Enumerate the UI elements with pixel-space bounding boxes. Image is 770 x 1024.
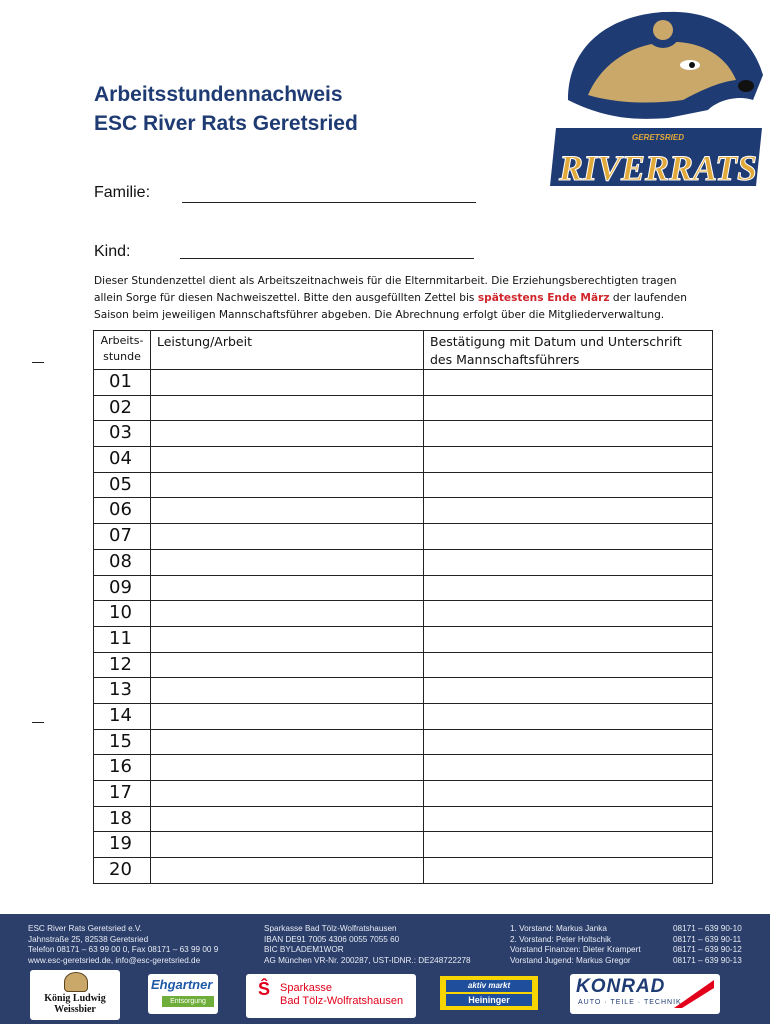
footer-club-info: ESC River Rats Geretsried e.V. Jahnstraße 25, 82538 Geretsried Telefon 08171 – 63 99 00 0, Fax 08171 – 63 99 00 9 www.esc-geretsried.de, info@esc-geretsried.de xyxy=(28,924,219,965)
table-row xyxy=(94,729,713,755)
work-cell[interactable] xyxy=(151,447,424,473)
table-row xyxy=(94,498,713,524)
table-row xyxy=(94,678,713,704)
work-cell[interactable] xyxy=(151,858,424,884)
intro-text-1: Dieser Stundenzettel dient als Arbeitszeitnachweis für die Elternmitarbeit. Die Erziehungsberechtigten tragen allein Sorge für diesen Nachweiszettel. Bitte den ausgefüllten Zettel bis xyxy=(94,275,677,304)
confirmation-cell[interactable] xyxy=(424,370,713,396)
ehgartner-logo: Ehgartner Entsorgung xyxy=(148,974,218,1014)
confirmation-cell[interactable] xyxy=(424,678,713,704)
work-cell[interactable] xyxy=(151,472,424,498)
row-number: 04 xyxy=(94,447,151,473)
table-header-row xyxy=(94,331,713,370)
table-row xyxy=(94,370,713,396)
work-cell[interactable] xyxy=(151,626,424,652)
fold-mark-bottom xyxy=(32,722,44,723)
col-header-hour: Arbeits- stunde xyxy=(94,331,151,370)
sponsor-strip xyxy=(0,966,770,1024)
confirmation-cell[interactable] xyxy=(424,549,713,575)
kind-label: Kind: xyxy=(94,243,131,260)
confirmation-cell[interactable] xyxy=(424,755,713,781)
work-cell[interactable] xyxy=(151,652,424,678)
row-number: 02 xyxy=(94,395,151,421)
table-row xyxy=(94,626,713,652)
confirmation-cell[interactable] xyxy=(424,575,713,601)
confirmation-cell[interactable] xyxy=(424,652,713,678)
table-row xyxy=(94,395,713,421)
confirmation-cell[interactable] xyxy=(424,395,713,421)
row-number: 16 xyxy=(94,755,151,781)
footer-bank-info: Sparkasse Bad Tölz-Wolfratshausen IBAN DE91 7005 4306 0055 7055 60 BIC BYLADEM1WOR AG München VR-Nr. 200287, UST-IDNR.: DE248722278 xyxy=(264,924,471,965)
work-cell[interactable] xyxy=(151,601,424,627)
work-cell[interactable] xyxy=(151,549,424,575)
logo-big-text: RIVERRATS xyxy=(558,148,758,188)
crest-icon xyxy=(64,972,88,992)
row-number: 06 xyxy=(94,498,151,524)
work-cell[interactable] xyxy=(151,729,424,755)
row-number: 03 xyxy=(94,421,151,447)
confirmation-cell[interactable] xyxy=(424,703,713,729)
row-number: 09 xyxy=(94,575,151,601)
row-number: 20 xyxy=(94,858,151,884)
row-number: 14 xyxy=(94,703,151,729)
confirmation-cell[interactable] xyxy=(424,524,713,550)
work-cell[interactable] xyxy=(151,678,424,704)
logo-small-text: GERETSRIED xyxy=(631,133,685,142)
table-row xyxy=(94,806,713,832)
hours-table xyxy=(93,330,713,884)
table-row xyxy=(94,652,713,678)
work-cell[interactable] xyxy=(151,395,424,421)
familie-input-line[interactable] xyxy=(182,201,476,203)
work-cell[interactable] xyxy=(151,806,424,832)
work-cell[interactable] xyxy=(151,370,424,396)
konrad-swoosh-icon xyxy=(674,980,714,1010)
title-line-2: ESC River Rats Geretsried xyxy=(94,112,358,135)
work-cell[interactable] xyxy=(151,832,424,858)
confirmation-cell[interactable] xyxy=(424,832,713,858)
table-row xyxy=(94,421,713,447)
row-number: 18 xyxy=(94,806,151,832)
table-row xyxy=(94,447,713,473)
work-cell[interactable] xyxy=(151,421,424,447)
col-header-confirmation: Bestätigung mit Datum und Unterschrift des Mannschaftsführers xyxy=(424,331,713,370)
sparkasse-s-icon: Ŝ xyxy=(258,979,271,999)
work-cell[interactable] xyxy=(151,781,424,807)
footer-phones: 08171 – 639 90-10 08171 – 639 90-11 08171 – 639 90-12 08171 – 639 90-13 xyxy=(673,924,742,965)
intro-deadline: spätestens Ende März xyxy=(477,292,610,304)
confirmation-cell[interactable] xyxy=(424,498,713,524)
intro-text-2: der laufenden Saison beim jeweiligen Mannschaftsführer abgeben. Die Abrechnung erfolgt über die Mitgliederverwaltung. xyxy=(94,292,687,321)
row-number: 12 xyxy=(94,652,151,678)
confirmation-cell[interactable] xyxy=(424,729,713,755)
confirmation-cell[interactable] xyxy=(424,806,713,832)
table-row xyxy=(94,703,713,729)
confirmation-cell[interactable] xyxy=(424,626,713,652)
familie-label: Familie: xyxy=(94,184,151,201)
confirmation-cell[interactable] xyxy=(424,421,713,447)
page-title xyxy=(94,80,358,138)
row-number: 10 xyxy=(94,601,151,627)
table-row xyxy=(94,549,713,575)
confirmation-cell[interactable] xyxy=(424,858,713,884)
table-row xyxy=(94,858,713,884)
row-number: 11 xyxy=(94,626,151,652)
work-cell[interactable] xyxy=(151,703,424,729)
row-number: 15 xyxy=(94,729,151,755)
confirmation-cell[interactable] xyxy=(424,781,713,807)
row-number: 08 xyxy=(94,549,151,575)
river-rats-logo xyxy=(548,0,770,195)
col-header-work: Leistung/Arbeit xyxy=(151,331,424,370)
work-cell[interactable] xyxy=(151,575,424,601)
edeka-heininger-logo: aktiv markt Heininger xyxy=(440,976,538,1010)
table-row xyxy=(94,472,713,498)
fold-mark-top xyxy=(32,362,44,363)
table-row xyxy=(94,755,713,781)
title-line-1: Arbeitsstundennachweis xyxy=(94,83,343,106)
work-cell[interactable] xyxy=(151,755,424,781)
row-number: 17 xyxy=(94,781,151,807)
row-number: 07 xyxy=(94,524,151,550)
work-cell[interactable] xyxy=(151,524,424,550)
work-cell[interactable] xyxy=(151,498,424,524)
confirmation-cell[interactable] xyxy=(424,601,713,627)
table-row xyxy=(94,832,713,858)
confirmation-cell[interactable] xyxy=(424,472,713,498)
row-number: 13 xyxy=(94,678,151,704)
koenig-ludwig-logo: König Ludwig Weissbier xyxy=(30,970,120,1020)
table-row xyxy=(94,524,713,550)
row-number: 01 xyxy=(94,370,151,396)
intro-paragraph xyxy=(94,273,694,324)
table-row xyxy=(94,601,713,627)
row-number: 19 xyxy=(94,832,151,858)
sparkasse-logo: Ŝ Sparkasse Bad Tölz-Wolfratshausen xyxy=(246,974,416,1018)
konrad-logo: KONRAD AUTO · TEILE · TECHNIK xyxy=(570,974,720,1014)
confirmation-cell[interactable] xyxy=(424,447,713,473)
row-number: 05 xyxy=(94,472,151,498)
footer-board-info: 1. Vorstand: Markus Janka 2. Vorstand: Peter Holtschik Vorstand Finanzen: Dieter Krampert Vorstand Jugend: Markus Gregor xyxy=(510,924,641,965)
table-row xyxy=(94,781,713,807)
table-row xyxy=(94,575,713,601)
kind-input-line[interactable] xyxy=(180,257,474,259)
